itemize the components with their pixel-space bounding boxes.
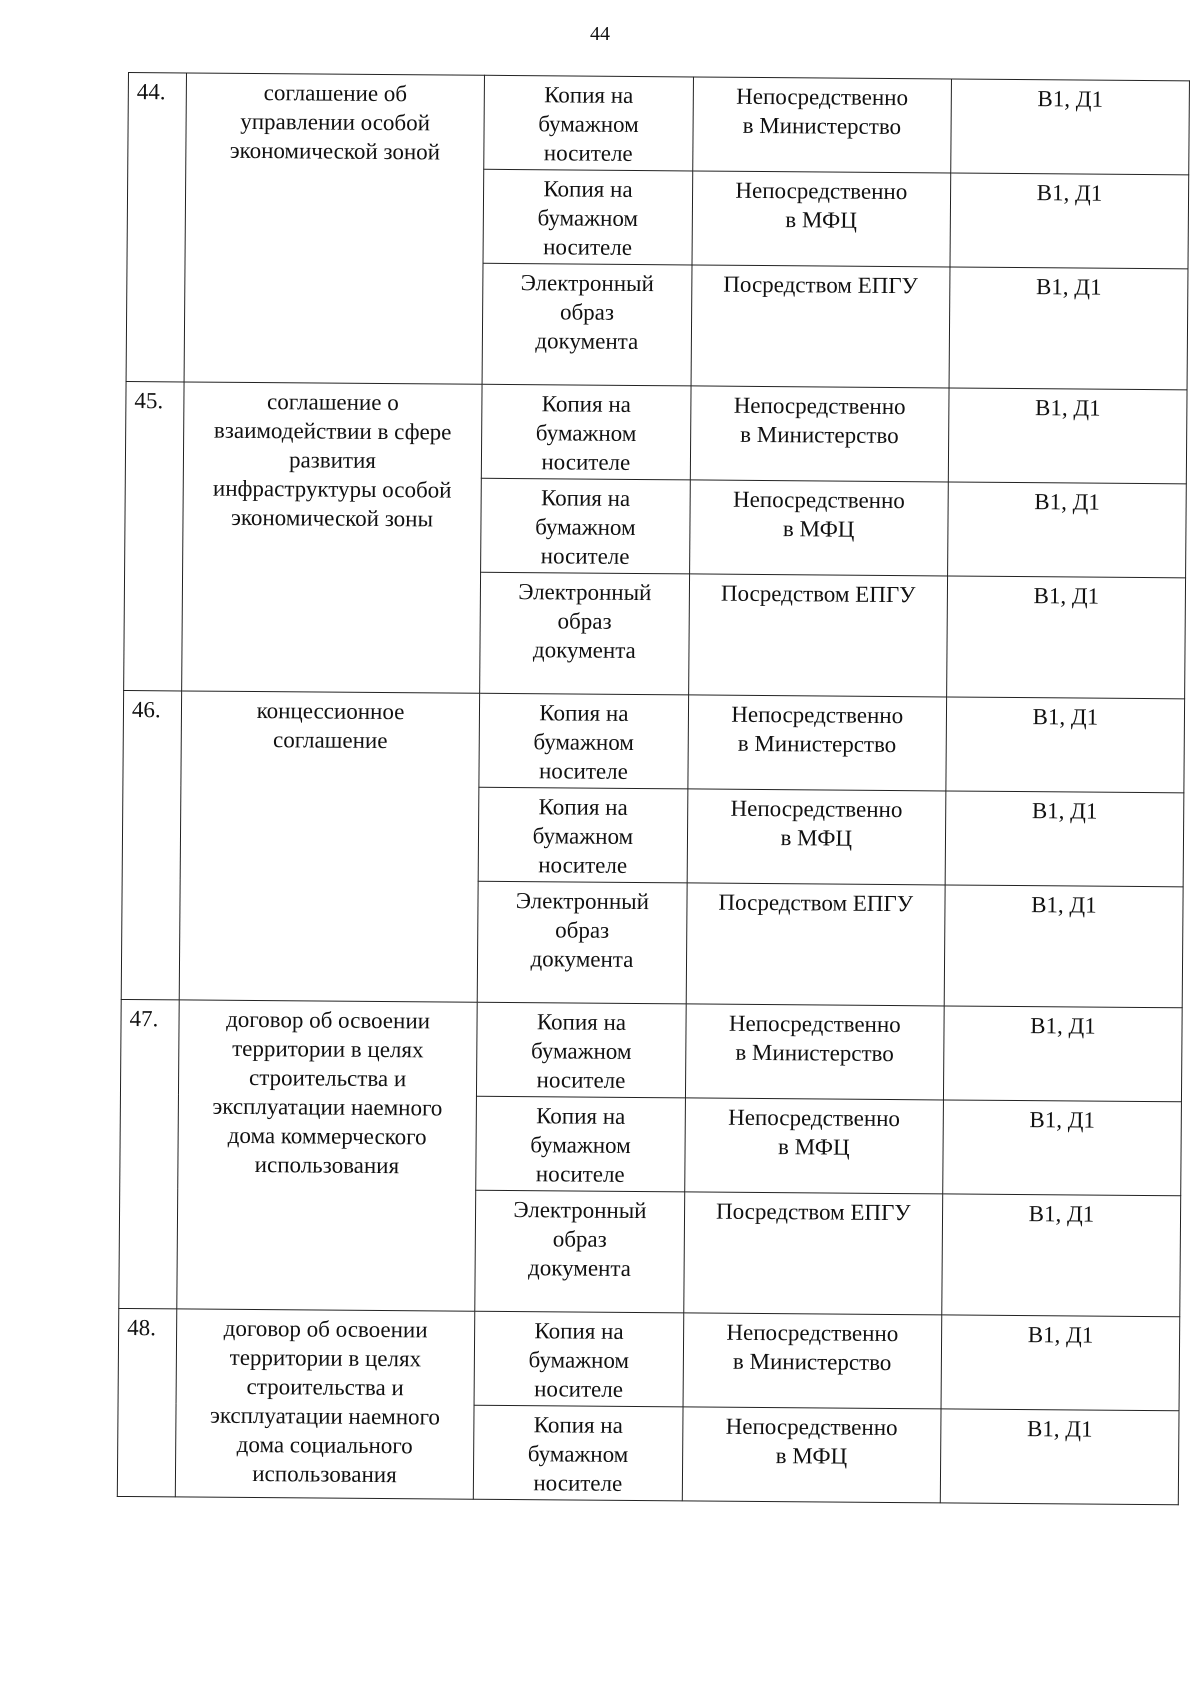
submission-method: Непосредственно в МФЦ [684,1098,943,1194]
result-code: В1, Д1 [943,1100,1182,1196]
submission-form: Копия на бумажном носителе [473,1405,682,1501]
submission-form: Копия на бумажном носителе [478,787,687,883]
submission-form: Электронный образ документа [477,881,687,1004]
page-number: 44 [590,23,610,45]
submission-method: Непосредственно в МФЦ [689,480,948,576]
submission-method: Посредством ЕПГУ [683,1192,942,1315]
row-number: 46. [121,690,181,999]
submission-method: Непосредственно в МФЦ [687,789,946,885]
submission-method: Непосредственно в Министерство [688,695,947,791]
submission-method: Посредством ЕПГУ [686,883,945,1006]
table-row [118,1308,1180,1410]
document-name: концессионное соглашение [179,691,480,1002]
result-code: В1, Д1 [951,79,1190,175]
result-code: В1, Д1 [940,1409,1179,1505]
result-code: В1, Д1 [946,697,1185,793]
submission-form: Копия на бумажном носителе [474,1311,683,1407]
row-number: 44. [126,73,186,382]
submission-method: Посредством ЕПГУ [688,574,947,697]
table-row [120,999,1182,1101]
table-row [125,381,1187,483]
submission-form: Копия на бумажном носителе [484,75,693,171]
submission-form: Копия на бумажном носителе [479,693,688,789]
submission-form: Электронный образ документа [475,1190,685,1313]
table-row [128,73,1190,175]
submission-method: Посредством ЕПГУ [691,265,950,388]
submission-form: Копия на бумажном носителе [481,478,690,574]
document-name: соглашение о взаимодействии в сфере развития инфраструктуры особой экономической зоны [182,382,483,693]
submission-form: Копия на бумажном носителе [476,1096,685,1192]
result-code: В1, Д1 [943,1006,1182,1102]
submission-method: Непосредственно в Министерство [690,386,949,482]
document-name: договор об освоении территории в целях строительства и эксплуатации наемного дома социального использования [175,1309,475,1499]
table-row [123,690,1185,792]
result-code: В1, Д1 [949,267,1188,390]
documents-table [117,72,1190,1505]
result-code: В1, Д1 [942,1194,1181,1317]
document-name: договор об освоении территории в целях строительства и эксплуатации наемного дома коммерческого использования [177,1000,478,1311]
submission-method: Непосредственно в Министерство [685,1004,944,1100]
result-code: В1, Д1 [944,885,1183,1008]
submission-method: Непосредственно в МФЦ [692,171,951,267]
result-code: В1, Д1 [946,576,1185,699]
row-number: 48. [117,1308,176,1496]
submission-form: Электронный образ документа [480,572,690,695]
row-number: 45. [124,381,184,690]
row-number: 47. [119,999,179,1308]
submission-form: Копия на бумажном носителе [481,384,690,480]
submission-form: Электронный образ документа [482,263,692,386]
result-code: В1, Д1 [950,173,1189,269]
submission-form: Копия на бумажном носителе [477,1002,686,1098]
submission-form: Копия на бумажном носителе [483,169,692,265]
submission-method: Непосредственно в МФЦ [682,1407,941,1503]
result-code: В1, Д1 [948,388,1187,484]
document-name: соглашение об управлении особой экономической зоной [184,73,485,384]
submission-method: Непосредственно в Министерство [683,1313,942,1409]
result-code: В1, Д1 [947,482,1186,578]
result-code: В1, Д1 [941,1315,1180,1411]
result-code: В1, Д1 [945,791,1184,887]
submission-method: Непосредственно в Министерство [692,77,951,173]
